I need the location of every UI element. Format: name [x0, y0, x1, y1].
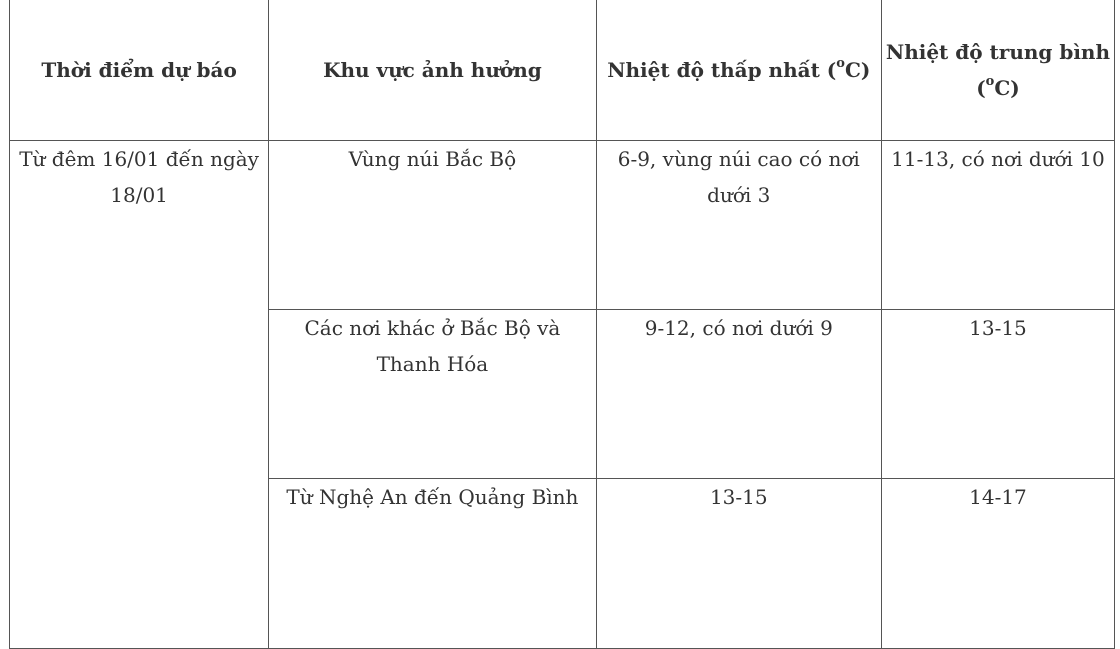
avg-temp-cell: 13-15 [881, 310, 1114, 479]
area-cell: Vùng núi Bắc Bộ [269, 141, 596, 310]
avg-temp-cell: 11-13, có nơi dưới 10 [881, 141, 1114, 310]
table-header-row [10, 0, 1115, 141]
min-temp-cell: 6-9, vùng núi cao có nơi dưới 3 [596, 141, 881, 310]
degree-superscript: o [985, 73, 995, 89]
table-row [10, 141, 1115, 310]
min-temp-cell: 9-12, có nơi dưới 9 [596, 310, 881, 479]
header-time: Thời điểm dự báo [10, 0, 269, 141]
min-temp-cell: 13-15 [596, 479, 881, 649]
degree-superscript: o [836, 55, 845, 71]
area-cell: Các nơi khác ở Bắc Bộ và Thanh Hóa [269, 310, 596, 479]
forecast-table [9, 0, 1115, 649]
header-avg-temp: Nhiệt độ trung bình ($^o$C) [881, 0, 1114, 141]
header-min-temp: Nhiệt độ thấp nhất ($^o$C) [596, 0, 881, 141]
area-cell: Từ Nghệ An đến Quảng Bình [269, 479, 596, 649]
time-period-cell: Từ đêm 16/01 đến ngày 18/01 [10, 141, 269, 649]
header-area: Khu vực ảnh hưởng [269, 0, 596, 141]
avg-temp-cell: 14-17 [881, 479, 1114, 649]
